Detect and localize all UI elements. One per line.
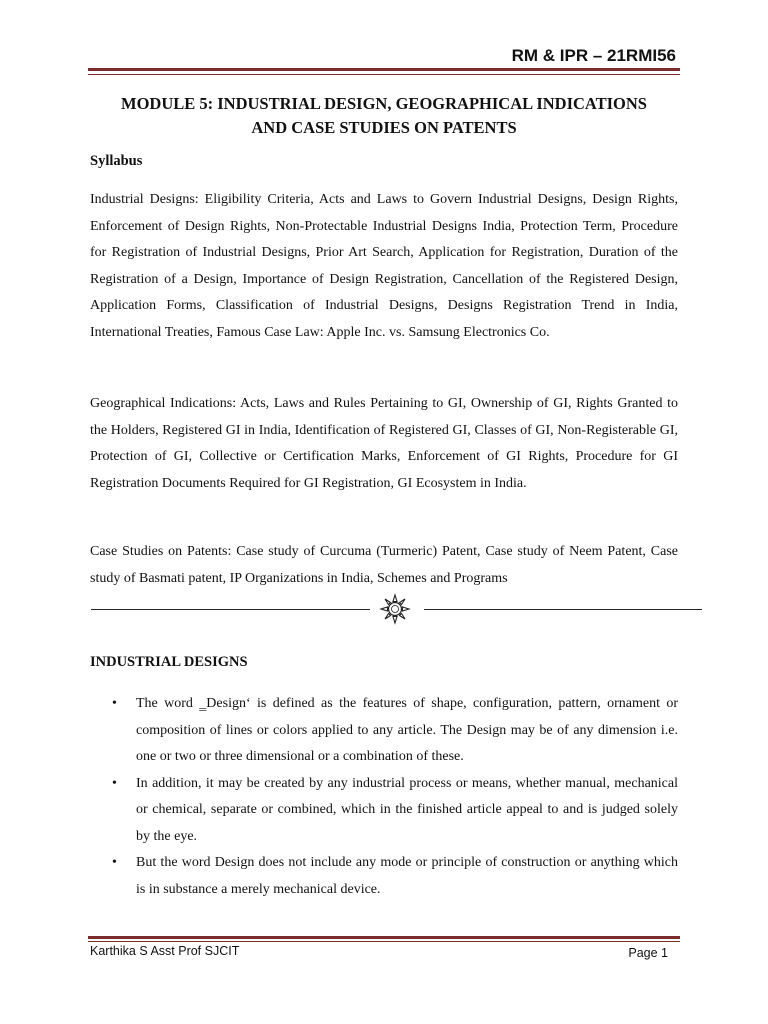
footer-rule-thin (88, 941, 680, 942)
sun-ornament-icon (379, 593, 411, 625)
header-rule-thick (88, 68, 680, 71)
list-item (112, 850, 678, 903)
bullet-text: The word ‗Design‘ is defined as the features of shape, configuration, pattern, ornament or composition of lines or colors applied to any article. The Design may be of any dimension i.e. one or two or three dimensional or a combination of these. (136, 696, 678, 764)
footer-rule-thick (88, 936, 680, 939)
bullet-text: In addition, it may be created by any industrial process or means, whether manual, mechanical or chemical, separate or combined, which in the finished article appeal to and is judged solely by the eye. (136, 775, 678, 844)
list-item (112, 691, 678, 771)
module-title-line2: AND CASE STUDIES ON PATENTS (251, 118, 517, 137)
module-title (88, 92, 680, 140)
header-course-title: RM & IPR – 21RMI56 (511, 46, 676, 65)
divider-left-line (91, 609, 370, 610)
syllabus-case-studies-paragraph: Case Studies on Patents: Case study of Curcuma (Turmeric) Patent, Case study of Neem Patent, Case study of Basmati patent, IP Organizations in India, Schemes and Programs (90, 544, 678, 586)
syllabus-geographical-indications-paragraph: Geographical Indications: Acts, Laws and Rules Pertaining to GI, Ownership of GI, Rights Granted to the Holders, Registered GI in India, Identification of Registered GI, Classes of GI, Non-Registerable GI, Protection of GI, Collective or Certification Marks, Enforcement of GI Rights, Procedure for GI Registration Documents Required for GI Registration, GI Ecosystem in India. (90, 396, 678, 491)
list-item (112, 771, 678, 851)
bullet-dot-icon: • (112, 775, 117, 791)
syllabus-industrial-designs-paragraph: Industrial Designs: Eligibility Criteria, Acts and Laws to Govern Industrial Designs, Design Rights, Enforcement of Design Rights, Non-Protectable Industrial Designs India, Protection Term, Procedure for Registration of Industrial Designs, Prior Art Search, Application for Registration, Duration of the Registration of a Design, Importance of Design Registration, Cancellation of the Registered Design, Application Forms, Classification of Industrial Designs, Designs Registration Trend in India, International Treaties, Famous Case Law: Apple Inc. vs. Samsung Electronics Co. (90, 192, 678, 340)
industrial-designs-bullet-list (112, 691, 678, 903)
bullet-dot-icon: • (112, 855, 117, 870)
divider-right-line (424, 609, 702, 610)
bullet-text: But the word Design does not include any mode or principle of construction or anything which is in substance a merely mechanical device. (136, 855, 678, 897)
header-rule-thin (88, 74, 680, 75)
syllabus-label: Syllabus (90, 153, 143, 169)
industrial-designs-heading: INDUSTRIAL DESIGNS (90, 654, 248, 670)
module-title-line1: MODULE 5: INDUSTRIAL DESIGN, GEOGRAPHICAL INDICATIONS (121, 94, 647, 113)
bullet-dot-icon: • (112, 696, 117, 711)
footer-page-number: Page 1 (628, 946, 668, 960)
footer-author: Karthika S Asst Prof SJCIT (90, 944, 240, 958)
